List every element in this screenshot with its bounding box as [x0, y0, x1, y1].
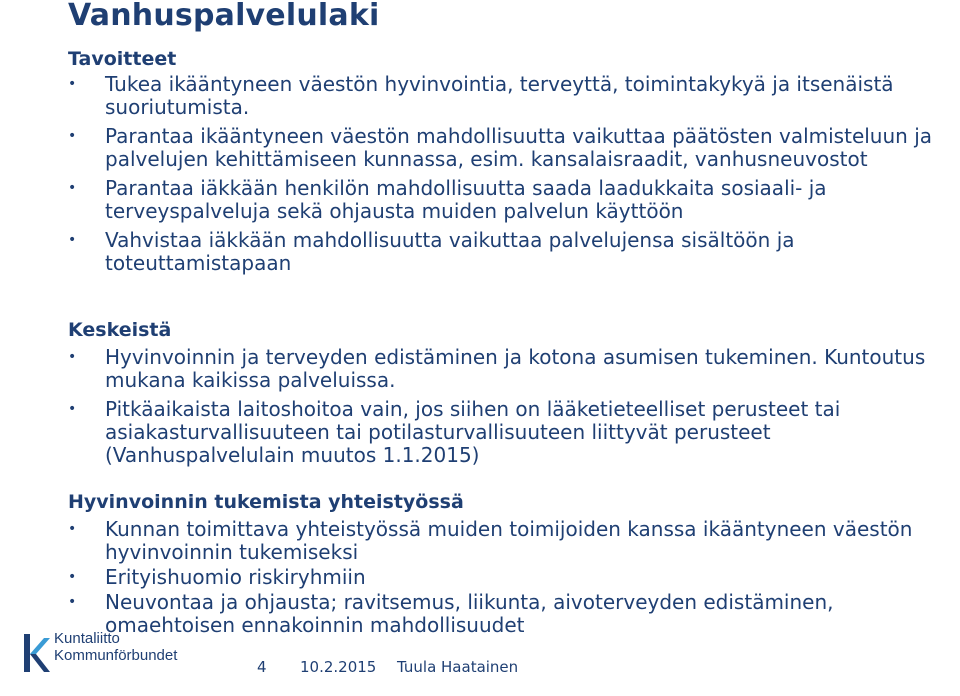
page-number: 4	[257, 658, 267, 676]
list-item: • Parantaa ikääntyneen väestön mahdollisuutta vaikuttaa päätösten valmisteluun ja palvelujen kehittämiseen kunnassa, esim. kansalaisraadit, vanhusneuvostot	[68, 125, 946, 171]
kuntaliitto-logo-icon	[20, 632, 52, 674]
bullet-list	[68, 346, 946, 467]
list-item: • Tukea ikääntyneen väestön hyvinvointia, terveyttä, toimintakykyä ja itsenäistä suoriutumista.	[68, 73, 946, 119]
section-heading: Hyvinvoinnin tukemista yhteistyössä	[68, 491, 464, 513]
footer-author: Tuula Haatainen	[397, 658, 519, 676]
logo-text	[54, 630, 177, 664]
list-item: • Vahvistaa iäkkään mahdollisuutta vaikuttaa palvelujensa sisältöön ja toteuttamistapaan	[68, 229, 946, 275]
bullet-list	[68, 518, 946, 637]
section-tavoitteet	[68, 47, 946, 275]
logo-line-2: Kommunförbundet	[54, 647, 178, 664]
list-item: • Hyvinvoinnin ja terveyden edistäminen ja kotona asumisen tukeminen. Kuntoutus mukana kaikissa palveluissa.	[68, 346, 946, 392]
footer-date: 10.2.2015	[300, 658, 377, 676]
list-item: • Parantaa iäkkään henkilön mahdollisuutta saada laadukkaita sosiaali- ja terveyspalveluja sekä ohjausta muiden palvelun käyttöön	[68, 177, 946, 223]
list-item: • Neuvontaa ja ohjausta; ravitsemus, liikunta, aivoterveyden edistäminen, omaehtoisen ennakoinnin mahdollisuudet	[68, 591, 946, 637]
section-keskeista	[68, 318, 946, 467]
list-item: • Pitkäaikaista laitoshoitoa vain, jos siihen on lääketieteelliset perusteet tai asiakasturvallisuuteen tai potilasturvallisuuteen liittyvät perusteet (Vanhuspalvelulain muutos 1.1.2015)	[68, 398, 946, 467]
kuntaliitto-logo	[20, 630, 195, 676]
section-heading: Keskeistä	[68, 319, 172, 341]
bullet-list	[68, 73, 946, 275]
section-yhteistyo	[68, 490, 946, 637]
logo-line-1: Kuntaliitto	[54, 630, 120, 647]
list-item: • Kunnan toimittava yhteistyössä muiden toimijoiden kanssa ikääntyneen väestön hyvinvoinnin tukemiseksi	[68, 518, 946, 564]
list-item: • Erityishuomio riskiryhmiin	[68, 566, 946, 589]
page-title: Vanhuspalvelulaki	[68, 0, 380, 33]
section-heading: Tavoitteet	[68, 48, 177, 70]
